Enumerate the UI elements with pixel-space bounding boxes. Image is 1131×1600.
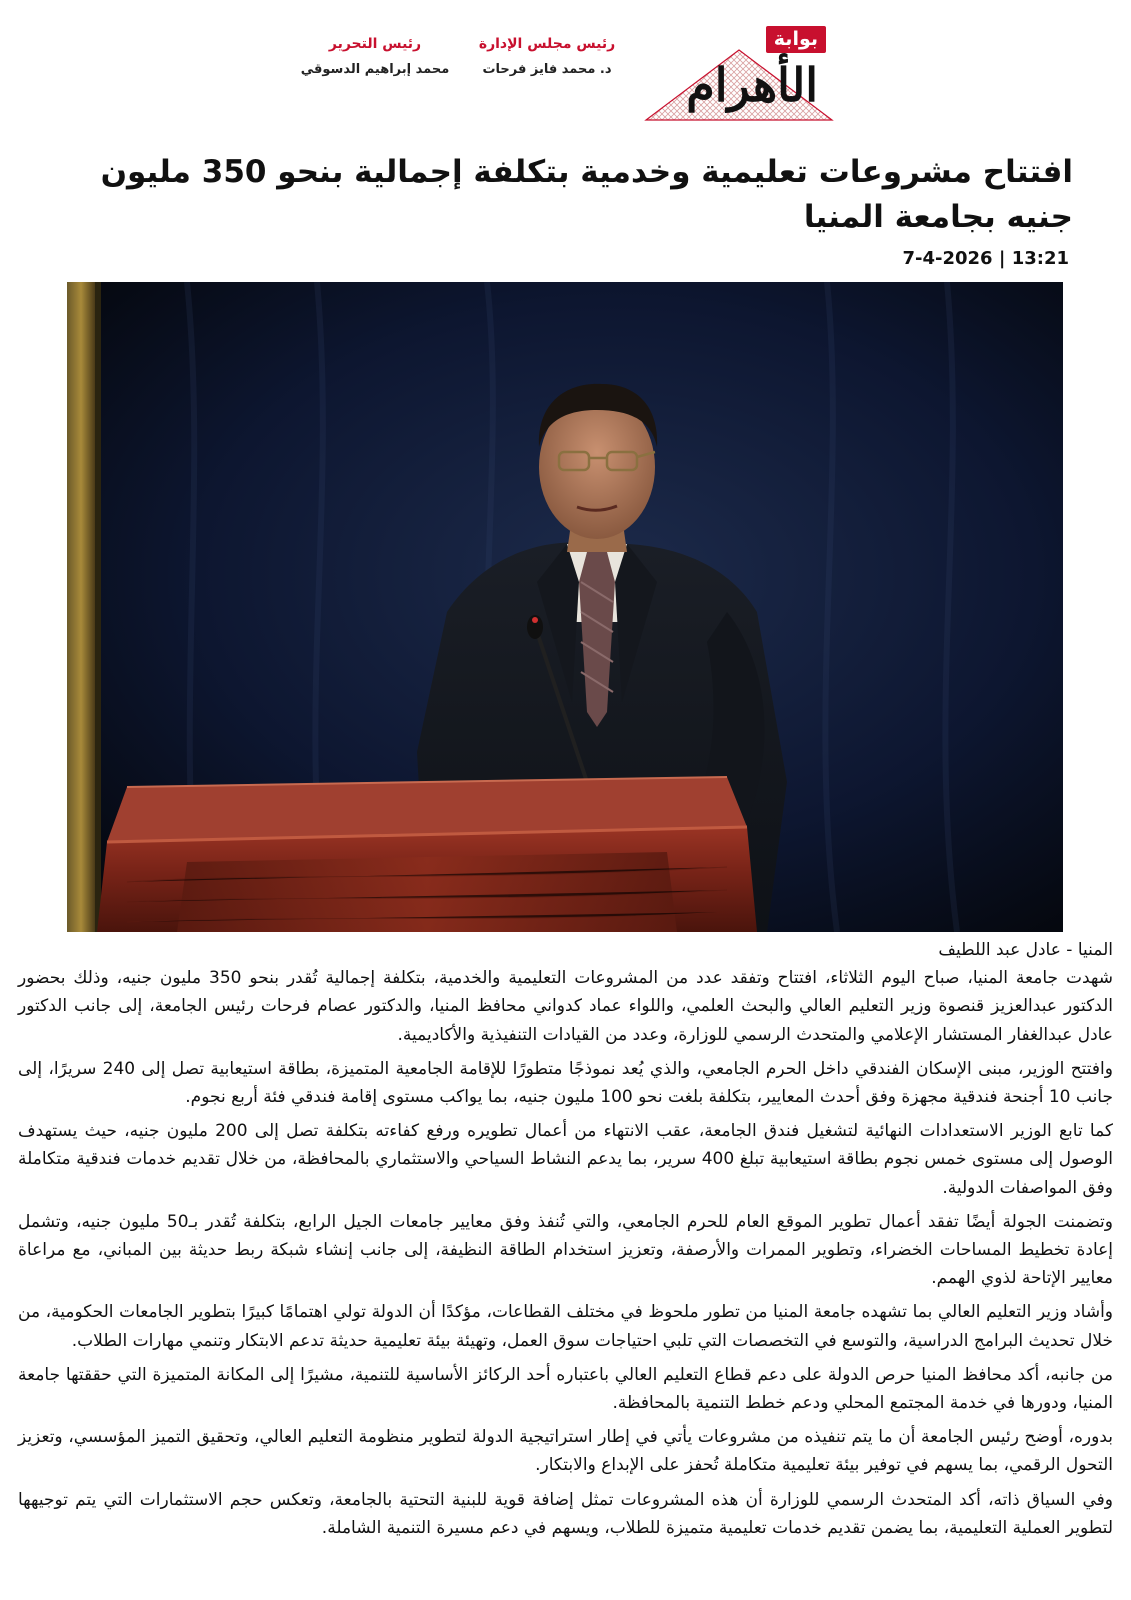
article-paragraph-8: وفي السياق ذاته، أكد المتحدث الرسمي للوزارة أن هذه المشروعات تمثل إضافة قوية للبنية التحتية بالجامعة، وتعكس حجم الاستثمارات التي يتم توجيهها لتطوير العملية التعليمية، بما يضمن تقديم خدمات تعليمية متميزة للطلاب، ويسهم في دعم مسيرة التنمية الشاملة. bbox=[18, 1489, 1113, 1538]
article-photo bbox=[67, 282, 1063, 932]
article-paragraph-7: بدوره، أوضح رئيس الجامعة أن ما يتم تنفيذه من مشروعات يأتي في إطار استراتيجية الدولة لتطوير منظومة التعليم العالي، وتحقيق التميز المؤسسي، وتعزيز التحول الرقمي، بما يسهم في توفير بيئة تعليمية متكاملة تُحفز على الإبداع والابتكار. bbox=[18, 1427, 1113, 1476]
article-paragraph-1: شهدت جامعة المنيا، صباح اليوم الثلاثاء، افتتاح وتفقد عدد من المشروعات التعليمية والخدمية، بتكلفة إجمالية تُقدر بنحو 350 مليون جنيه، وذلك بحضور الدكتور عبدالعزيز قنصوة وزير التعليم العالي والبحث العلمي، واللواء عماد كدواني محافظ المنيا، والدكتور عصام فرحات رئيس الجامعة، إلى جانب الدكتور عادل عبدالغفار المستشار الإعلامي والمتحدث الرسمي للوزارة، وعدد من القيادات التنفيذية والأكاديمية. bbox=[18, 968, 1113, 1045]
article-paragraph-6: من جانبه، أكد محافظ المنيا حرص الدولة على دعم قطاع التعليم العالي باعتباره أحد الركائز الأساسية للتنمية، مشيرًا إلى المكانة المتميزة التي حققتها جامعة المنيا، ودورها في خدمة المجتمع المحلي ودعم خطط التنمية بالمحافظة. bbox=[18, 1364, 1113, 1414]
article-paragraph-5: وأشاد وزير التعليم العالي بما تشهده جامعة المنيا من تطور ملحوظ في مختلف القطاعات، مؤكدًا أن الدولة تولي اهتمامًا كبيرًا بتطوير الجامعات الحكومية، من خلال تحديث البرامج الدراسية، والتوسع في التخصصات التي تلبي احتياجات سوق العمل، وتهيئة بيئة تعليمية حديثة تدعم الابتكار وتنمي مهارات الطلاب. bbox=[18, 1302, 1113, 1351]
logo-wordmark: الأهرام bbox=[686, 58, 818, 112]
editor-role: رئيس التحرير bbox=[328, 36, 422, 52]
chairman-name: د. محمد فايز فرحات bbox=[482, 62, 612, 77]
logo-tag: بوابة bbox=[766, 26, 826, 53]
masthead bbox=[280, 18, 840, 128]
ahram-logo-icon[interactable] bbox=[640, 26, 840, 126]
article-paragraph-3: كما تابع الوزير الاستعدادات النهائية لتشغيل فندق الجامعة، عقب الانتهاء من أعمال تطويره ورفع كفاءته بتكلفة تصل إلى 200 مليون جنيه، حيث يستهدف الوصول إلى مستوى خمس نجوم بطاقة استيعابية تبلغ 400 سرير، بما يدعم النشاط السياحي والاستثماري بالمحافظة، من خلال تقديم خدمات فندقية متكاملة وفق المواصفات الدولية. bbox=[18, 1121, 1114, 1198]
article-time: 13:21 bbox=[1011, 248, 1069, 269]
editor-block bbox=[290, 36, 460, 77]
article-date: 7-4-2026 bbox=[902, 248, 993, 269]
chairman-role: رئيس مجلس الإدارة bbox=[478, 36, 616, 52]
article-paragraph-4: وتضمنت الجولة أيضًا تفقد أعمال تطوير الموقع العام للحرم الجامعي، والتي تُنفذ وفق معايير جامعات الجيل الرابع، بتكلفة تُقدر بـ50 مليون جنيه، وتشمل إعادة تخطيط المساحات الخضراء، وتطوير الممرات والأرصفة، وتعزيز استخدام الطاقة النظيفة، إلى جانب إنشاء شبكة ربط حديثة بين المباني، مع مراعاة معايير الإتاحة لذوي الهمم. bbox=[18, 1211, 1114, 1289]
article-paragraph-2: وافتتح الوزير، مبنى الإسكان الفندقي داخل الحرم الجامعي، والذي يُعد نموذجًا متطورًا للإقامة الجامعية المتميزة، بطاقة استيعابية تصل إلى 240 سريرًا، إلى جانب 10 أجنحة فندقية مجهزة وفق أحدث المعايير، بتكلفة بلغت نحو 100 مليون جنيه، بما يواكب مستوى إقامة فندقي فئة أربع نجوم. bbox=[18, 1058, 1113, 1108]
chairman-block bbox=[472, 36, 622, 77]
article-datetime bbox=[902, 248, 1069, 269]
article-byline: المنيا - عادل عبد اللطيف bbox=[938, 940, 1113, 960]
editor-name: محمد إبراهيم الدسوقي bbox=[300, 62, 450, 77]
article-headline: افتتاح مشروعات تعليمية وخدمية بتكلفة إجمالية بنحو 350 مليون جنيه بجامعة المنيا bbox=[100, 154, 1073, 235]
meta-separator: | bbox=[998, 248, 1012, 269]
article-body bbox=[18, 936, 1113, 1548]
